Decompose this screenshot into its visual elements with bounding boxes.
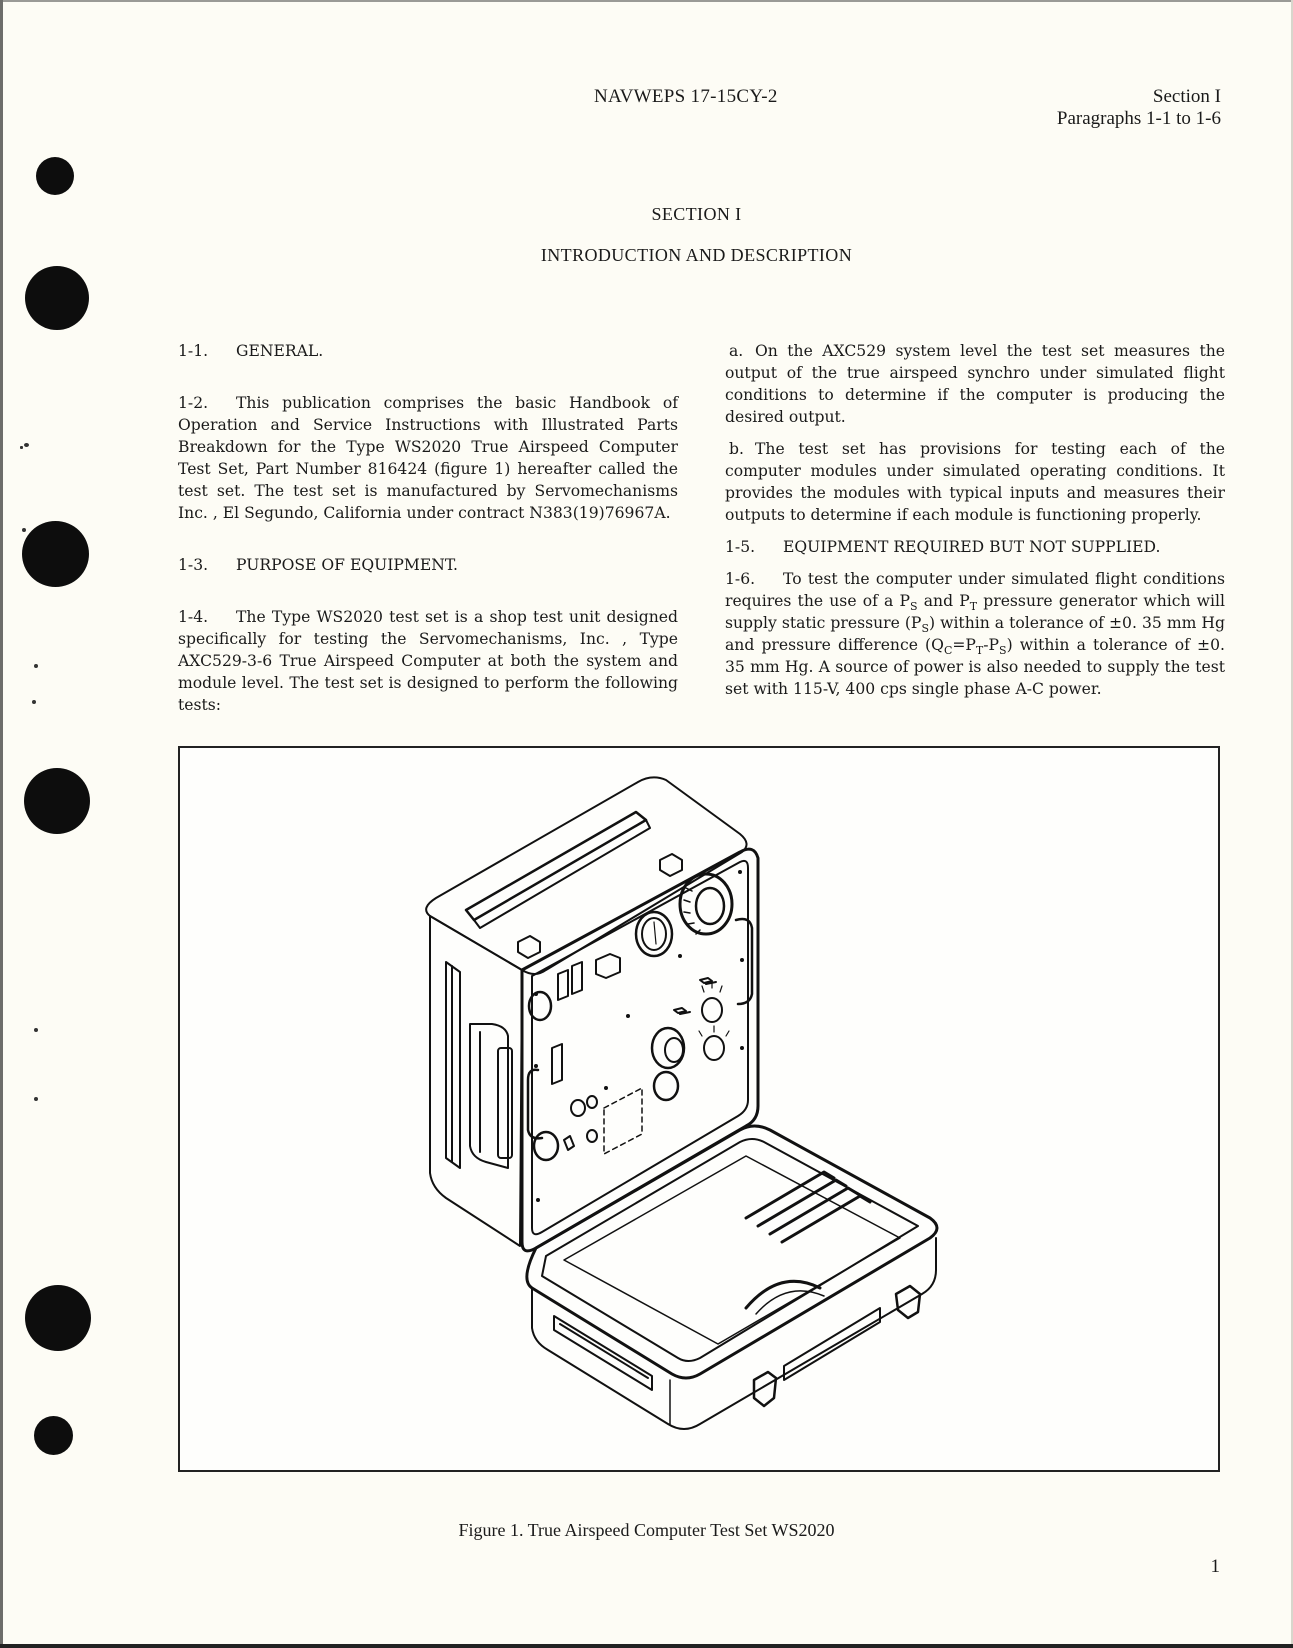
figure-frame (178, 746, 1220, 1472)
subscript: T (975, 644, 984, 657)
page-number: 1 (1210, 1556, 1220, 1577)
subscript: T (969, 600, 978, 613)
paragraph-number: 1-5. (725, 538, 756, 556)
paragraph-range: Paragraphs 1-1 to 1-6 (1056, 108, 1221, 129)
paragraph-text: and P (917, 592, 970, 610)
paragraph-heading: PURPOSE OF EQUIPMENT. (236, 556, 458, 574)
list-item-b (725, 438, 1225, 526)
paragraph-text: To test the computer under simulated flight conditions requires the use of a P (725, 570, 1225, 610)
running-header-right (1057, 86, 1221, 130)
paragraph-1-1-heading (178, 340, 678, 362)
section-subtitle: INTRODUCTION AND DESCRIPTION (540, 245, 853, 265)
page-edge-top (0, 0, 1293, 2)
paragraph-text: This publication comprises the basic Handbook of Operation and Service Instructions with Illustrated Parts Breakdown for the Type WS2020 True Airspeed Computer Test Set, Part Number 816424 (figure 1) hereafter called the test set. The test set is manufactured by Servomechanisms Inc. , El Segundo, California under contract N383(19)76967A. (178, 394, 678, 522)
figure-caption: Figure 1. True Airspeed Computer Test Set WS2020 (458, 1520, 835, 1540)
binder-hole-icon (25, 266, 89, 330)
subscript: S (999, 644, 1007, 657)
binder-hole-icon (34, 1416, 73, 1455)
paragraph-heading: EQUIPMENT REQUIRED BUT NOT SUPPLIED. (783, 538, 1161, 556)
paragraph-1-5-heading (725, 536, 1225, 558)
binder-hole-icon (24, 768, 90, 834)
paragraph-number: 1-6. (725, 570, 756, 588)
paragraph-heading: GENERAL. (236, 342, 324, 360)
paragraph-number: 1-4. (178, 608, 209, 626)
list-item-a (725, 340, 1225, 428)
right-column (725, 340, 1225, 700)
page-edge-bottom (0, 1644, 1293, 1648)
paragraph-text: pressure generator which will supply static pressure (P (725, 592, 1225, 632)
section-label: Section I (1152, 86, 1221, 107)
paragraph-number: 1-1. (178, 342, 209, 360)
test-set-illustration-icon (180, 748, 1218, 1470)
binder-hole-icon (22, 521, 89, 587)
paragraph-text: The Type WS2020 test set is a shop test unit designed specifically for testing the Servomechanisms, Inc. , Type AXC529-3-6 True Airspeed Computer at both the system and module level. The test set is designed to perform the following tests: (178, 608, 678, 714)
paragraph-number: 1-2. (178, 394, 209, 412)
list-item-text: The test set has provisions for testing each of the computer modules under simulated operating conditions. It provides the modules with typical inputs and measures their outputs to determine if each module is functioning properly. (725, 440, 1225, 524)
paragraph-1-3-heading (178, 554, 678, 576)
binder-hole-icon (36, 157, 74, 195)
paragraph-text: -P (983, 636, 1000, 654)
subscript: C (943, 644, 953, 657)
scan-speck (20, 446, 23, 449)
list-item-text: On the AXC529 system level the test set measures the output of the true airspeed synchro under simulated flight conditions to determine if the computer is producing the desired output. (725, 342, 1225, 426)
scan-speck (32, 700, 36, 704)
subscript: S (910, 600, 918, 613)
left-column (178, 340, 678, 716)
document-number: NAVWEPS 17-15CY-2 (594, 86, 778, 107)
scan-speck (34, 664, 38, 668)
scan-speck (34, 1097, 38, 1101)
paragraph-number: 1-3. (178, 556, 209, 574)
list-letter: b. (729, 440, 744, 458)
paragraph-1-4 (178, 606, 678, 716)
list-letter: a. (729, 342, 744, 360)
paragraph-text: ) within a tolerance of ±0. 35 mm Hg. A source of power is also needed to supply the test set with 115-V, 400 cps single phase A-C power. (725, 636, 1225, 698)
scan-speck (22, 528, 26, 532)
paragraph-1-6 (725, 568, 1225, 700)
paragraph-text: ) within a tolerance of ±0. 35 mm Hg and pressure difference (Q (725, 614, 1226, 654)
scan-speck (24, 443, 29, 447)
binder-hole-icon (25, 1285, 91, 1351)
section-title: SECTION I (651, 204, 742, 224)
subscript: S (921, 622, 929, 635)
paragraph-1-2 (178, 392, 678, 524)
scan-speck (34, 1028, 38, 1032)
paragraph-text: =P (952, 636, 976, 654)
